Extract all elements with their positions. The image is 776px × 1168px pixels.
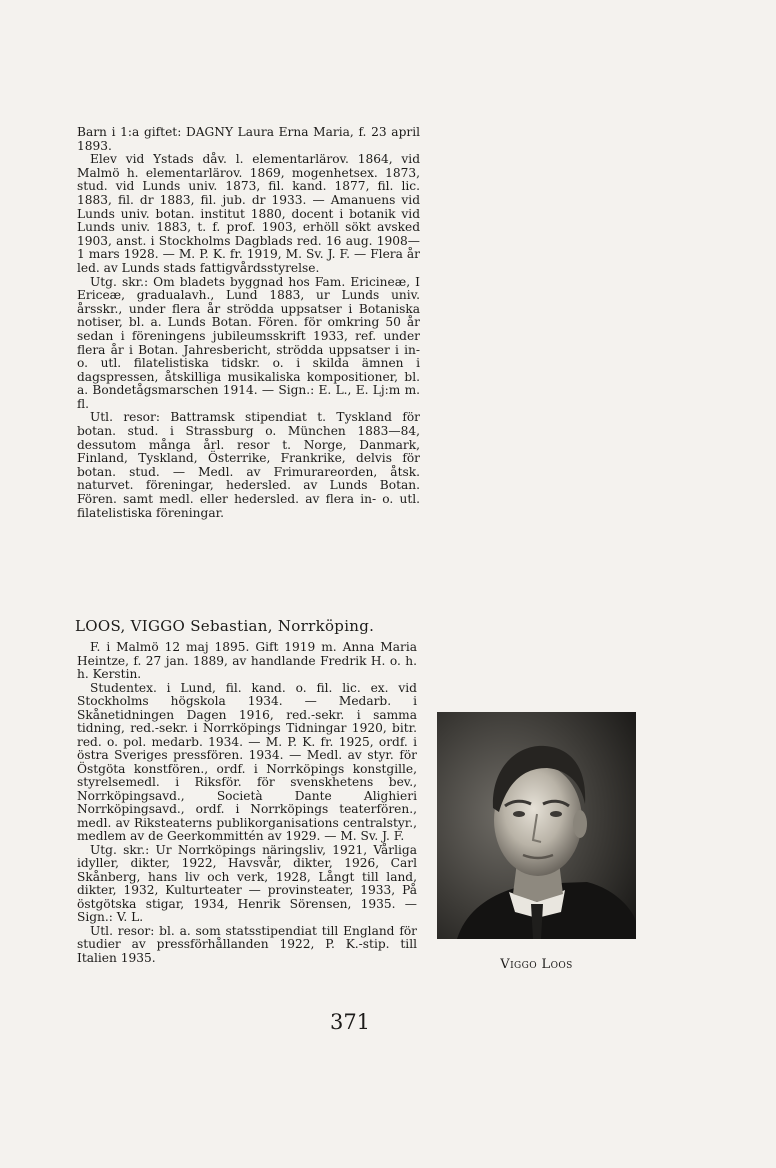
paragraph: Studentex. i Lund, fil. kand. o. fil. lic. ex. vid Stockholms högskola 1934. — Medarb. i Skånetidningen Dagen 1916, red.-sekr. i samma tidning, red.-sekr. i Norrköpings Tidningar 1920, bitr. red. o. pol. medarb. 1934. — M. P. K. fr. 1925, ordf. i östra Sveriges pressfören. 1934. — Medl. av styr. för Östgöta konstfören., ordf. i Norrköpings konstgille, styrelsemedl. i Riksför. för svenskhetens bev., Norrköpingsavd., Società Dante Alighieri Norrköpingsavd., ordf. i Norrköpings teaterfören., medl. av Riksteaterns publikorganisations centralstyr., medlem av de Geerkommittén av 1929. — M. Sv. J. F. — [77, 680, 417, 843]
paragraph: Elev vid Ystads dåv. l. elementarlärov. 1864, vid Malmö h. elementarlärov. 1869, mogenhetsex. 1873, stud. vid Lunds univ. 1873, fil. kand. 1877, fil. lic. 1883, fil. dr 1883, fil. jub. dr 1933. — Amanuens vid Lunds univ. botan. institut 1880, docent i botanik vid Lunds univ. 1883, t. f. prof. 1903, erhöll sökt avsked 1903, anst. i Stockholms Dagblads red. 16 aug. 1908—1 mars 1928. — M. P. K. fr. 1919, M. Sv. J. F. — Flera år led. av Lunds stads fattigvårdsstyrelse. — [77, 152, 420, 275]
entry-heading: LOOS, VIGGO Sebastian, Norrköping. — [75, 617, 375, 635]
portrait-photo — [437, 712, 636, 939]
loos-entry-text — [77, 641, 417, 965]
caption-text: Viggo Loos — [500, 957, 573, 972]
paragraph: Utl. resor: Battramsk stipendiat t. Tyskland för botan. stud. i Strassburg o. München 1883—84, dessutom många årl. resor t. Norge, Danmark, Finland, Tyskland, Österrike, Frankrike, delvis för botan. stud. — Medl. av Frimurareorden, åtsk. naturvet. föreningar, hedersled. av Lunds Botan. Fören. samt medl. eller hedersled. av flera in- o. utl. filatelistiska föreningar. — [77, 410, 420, 520]
paragraph: Barn i 1:a giftet: DAGNY Laura Erna Maria, f. 23 april 1893. — [77, 125, 420, 153]
previous-entry-text — [77, 126, 420, 520]
photo-caption — [437, 957, 636, 972]
paragraph: Utl. resor: bl. a. som statsstipendiat till England för studier av pressförhållanden 1922, P. K.-stip. till Italien 1935. — [77, 923, 417, 965]
paragraph: F. i Malmö 12 maj 1895. Gift 1919 m. Anna Maria Heintze, f. 27 jan. 1889, av handlande Fredrik H. o. h. h. Kerstin. — [77, 640, 417, 681]
paragraph: Utg. skr.: Om bladets byggnad hos Fam. Ericineæ, I Ericeæ, gradualavh., Lund 1883, ur Lunds univ. årsskr., under flera år strödda uppsatser i Botaniska notiser, bl. a. Lunds Botan. Fören. för omkring 50 år sedan i föreningens jubileumsskrift 1933, ref. under flera år i Botan. Jahresbericht, strödda uppsatser i in- o. utl. filatelistiska tidskr. o. i skilda ämnen i dagspressen, åtskilliga musikaliska kompositioner, bl. a. Bondetågsmarschen 1914. — Sign.: E. L., E. Lj:m m. fl. — [77, 274, 420, 411]
paragraph: Utg. skr.: Ur Norrköpings näringsliv, 1921, Vårliga idyller, dikter, 1922, Havsvår, dikter, 1926, Carl Skånberg, hans liv och verk, 1928, Långt till land, dikter, 1932, Kulturteater — provinsteater, 1933, På östgötska stigar, 1934, Henrik Sörensen, 1935. — Sign.: V. L. — [77, 842, 417, 924]
page-number: 371 — [329, 1010, 371, 1034]
portrait-image — [437, 712, 636, 939]
